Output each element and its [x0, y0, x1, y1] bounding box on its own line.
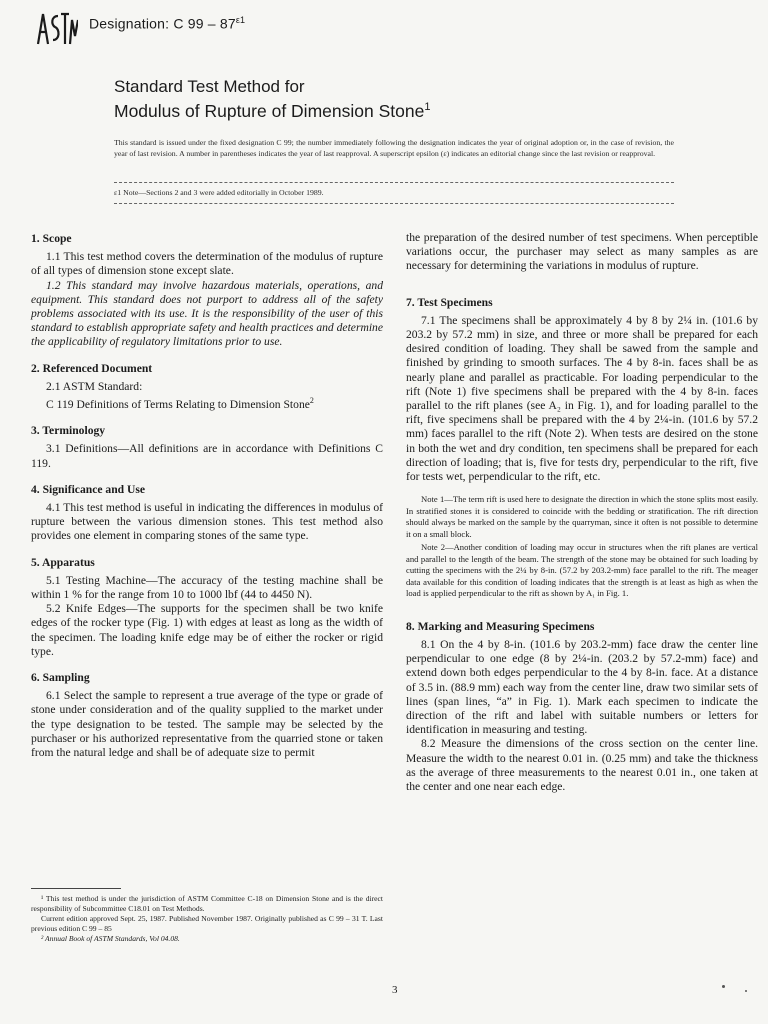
section-terminology [31, 424, 383, 471]
document-title [114, 76, 430, 122]
section-significance [31, 483, 383, 544]
section-apparatus [31, 556, 383, 659]
page-number: 3 [392, 984, 398, 996]
note-2: Note 2—Another condition of loading may occur in structures when the rift planes are vertical and parallel to the length of the beam. The strength of the stone may be obtained for such loading by cutting the specimens with the 2¼ by 8-in. (57.2 by 203.2-mm) face parallel to the rift. The meager data available for this condition of loading indicates that the strength is at least as high as when the load is applied perpendicular to the rift as shown by A₁ in Fig. 1. [406, 542, 758, 599]
footnote-1: ¹ This test method is under the jurisdiction of ASTM Committee C-18 on Dimension Stone and is the direct responsibility of Subcommittee C18.01 on Test Methods. [31, 894, 383, 913]
right-column [406, 231, 758, 806]
section-marking-measuring [406, 620, 758, 794]
section-heading: 6. Sampling [31, 670, 90, 684]
title-line-1: Standard Test Method for [114, 77, 305, 96]
footnote-2: ² Annual Book of ASTM Standards, Vol 04.08. [41, 934, 180, 943]
paragraph-6-1-continued: the preparation of the desired number of test specimens. When perceptible variations occur, the purchaser may select as many samples as are necessary for determining the variations in modulus of rupture. [406, 231, 758, 273]
paragraph-5-2: 5.2 Knife Edges—The supports for the specimen shall be two knife edges of the rocker type (Fig. 1) with edges at least as long as the width of the specimen. The loading knife edge may be of either the rocker or rigid type. [31, 602, 383, 658]
section-referenced-document [31, 362, 383, 412]
left-column [31, 232, 383, 772]
paragraph-4-1: 4.1 This test method is useful in indicating the differences in modulus of rupture between the various dimension stones. This test method also provides one element in comparing stones of the same type. [31, 500, 383, 543]
paragraph-2-1: 2.1 ASTM Standard: [46, 379, 143, 393]
section-scope [31, 232, 383, 350]
paragraph-7-1: 7.1 The specimens shall be approximately 4 by 8 by 2¼ in. (101.6 by 203.2 by 57.2 mm) in size, and three or more shall be prepared for each desired condition of loading. They shall be sawed from the sample and finished by grinding to smooth surfaces. The 4 by 8-in. faces shall be as nearly plane and parallel as practicable. For loading perpendicular to the rift (Note 1) five specimens shall be prepared with the 4 by 8-in. faces parallel to the rift planes (see A₂ in Fig. 1), and for loading parallel to the rift, five specimens shall be prepared with the 4 by 2¼-in. (101.6 by 57.2 mm) faces parallel to the rift (Note 2). When tests are desired on the stone in both the wet and dry condition, ten specimens shall be prepared for each direction of loading; that is, five for tests dry, perpendicular to the rift, five for tests wet, perpendicular to the rift, etc. [406, 313, 758, 484]
footnote-1-edition: Current edition approved Sept. 25, 1987. Published November 1987. Originally published as C 99 – 31 T. Last previous edition C 99 – 85 [31, 914, 383, 933]
footnotes [31, 894, 383, 944]
paragraph-1-1: 1.1 This test method covers the determination of the modulus of rupture of all types of dimension stone except slate. [31, 250, 383, 278]
footnote-divider [31, 888, 121, 889]
section-sampling [31, 671, 383, 760]
paragraph-6-1: 6.1 Select the sample to represent a true average of the type or grade of stone under consideration and of the quality supplied to the market under the type designation to be tested. The sample may be selected by the purchaser or his authorized representative from the quarried stone or taken from the natural ledge and shall be of adequate size to permit [31, 689, 383, 759]
title-line-2: Modulus of Rupture of Dimension Stone$^1$ [114, 100, 431, 121]
astm-logo [34, 10, 78, 46]
section-heading: 5. Apparatus [31, 555, 95, 569]
paragraph-2-2: C 119 Definitions of Terms Relating to Dimension Stone$^2$ [46, 396, 314, 411]
scan-speck [722, 985, 725, 988]
section-heading: 8. Marking and Measuring Specimens [406, 619, 595, 633]
section-heading: 3. Terminology [31, 424, 106, 438]
scan-speck [745, 990, 747, 992]
section-heading: 1. Scope [31, 232, 72, 245]
editorial-note: ε1 Note—Sections 2 and 3 were added editorially in October 1989. [114, 188, 324, 197]
designation: Designation: C $99 - 87^{\varepsilon 1}$ [89, 15, 246, 32]
note-1: Note 1—The term rift is used here to designate the direction in which the stone splits most easily. In stratified stones it is considered to coincide with the bedding or stratification. The rift direction should always be marked on the sample by the quarryman, since it often is not possible to determine it on a small block. [406, 494, 758, 539]
notice-divider [114, 182, 674, 183]
paragraph-8-1: 8.1 On the 4 by 8-in. (101.6 by 203.2-mm) face draw the center line perpendicular to one edge (8 by 2¼-in. (203.2 by 57.2-mm) face) and extend down both edges perpendicular to the 4 by 8-in. face. At a distance of 3.5 in. (88.9 mm) each way from the center line, draw two similar sets of lines (span lines, “a” in Fig. 1). Mark each specimen to indicate the direction of the rift and label with suitable numbers or letters for identification in measuring and testing. [406, 637, 758, 737]
section-heading: 4. Significance and Use [31, 482, 146, 496]
paragraph-1-2: 1.2 This standard may involve hazardous materials, operations, and equipment. This standard does not purport to address all of the safety problems associated with its use. It is the responsibility of the user of this standard to establish appropriate safety and health practices and determine the applicability of regulatory limitations prior to use. [31, 278, 383, 349]
designation-notice: This standard is issued under the fixed designation C 99; the number immediately following the designation indicates the year of original adoption or, in the case of revision, the year of last revision. A number in parentheses indicates the year of last reapproval. A superscript epsilon (ε) indicates an editorial change since the last revision or reapproval. [114, 138, 674, 158]
section-heading: 2. Referenced Document [31, 361, 153, 375]
editorial-divider [114, 203, 674, 204]
paragraph-8-2: 8.2 Measure the dimensions of the cross section on the center line. Measure the width to the nearest 0.01 in. (0.25 mm) and take the thickness as the average of three measurements to the nearest 0.01 in., one taken at the center and one near each edge. [406, 737, 758, 793]
paragraph-3-1: 3.1 Definitions—All definitions are in accordance with Definitions C 119. [31, 442, 383, 470]
section-heading: 7. Test Specimens [406, 295, 493, 309]
section-test-specimens [406, 296, 758, 600]
paragraph-5-1: 5.1 Testing Machine—The accuracy of the testing machine shall be within 1 % for the range from 10 to 1000 lbf (44 to 4450 N). [31, 573, 383, 601]
sampling-continued [406, 231, 758, 274]
